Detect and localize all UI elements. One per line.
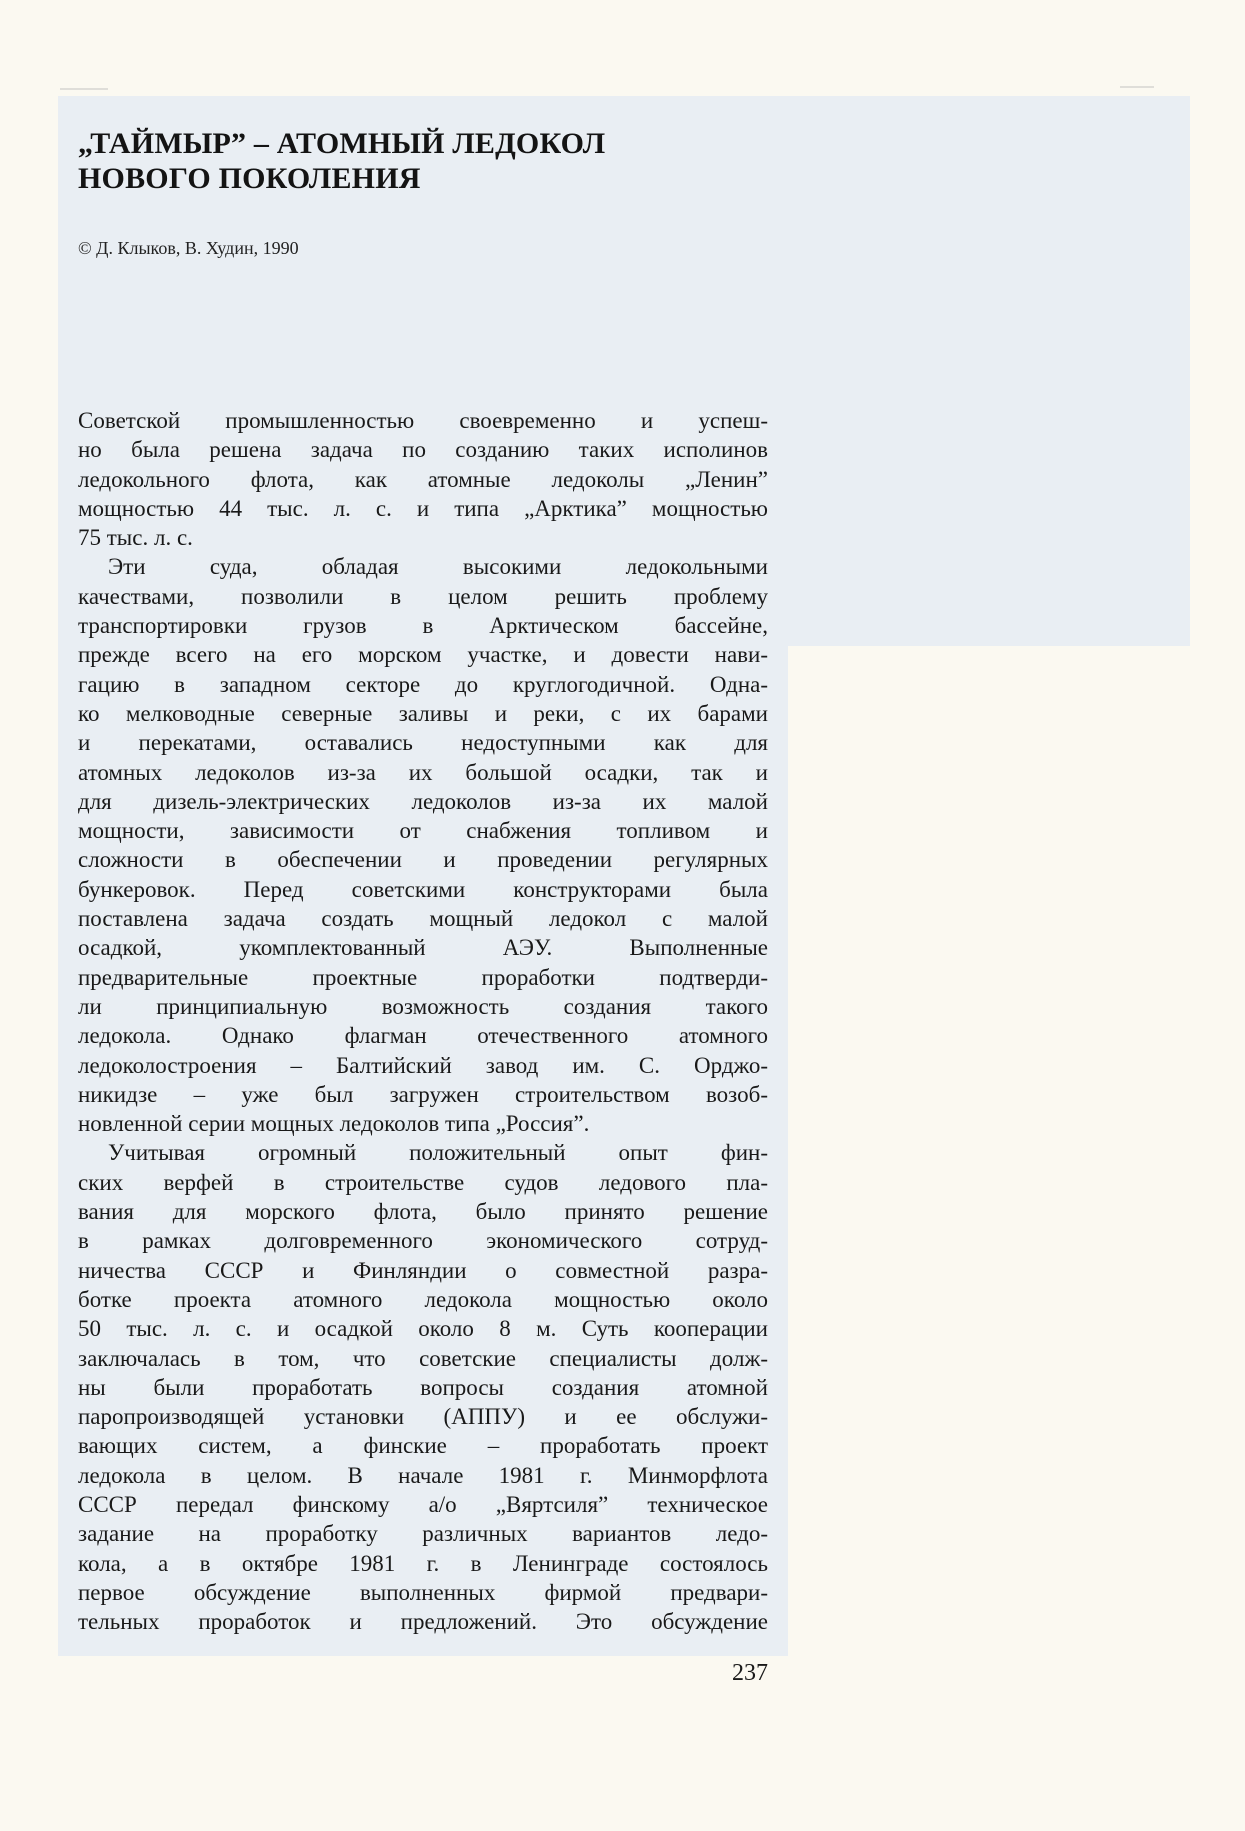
text-line: ских верфей в строительстве судов ледового пла- [78,1169,768,1195]
text-line: ны были проработать вопросы создания атомной [78,1374,768,1400]
text-line: ботке проекта атомного ледокола мощностью около [78,1286,768,1312]
text-line: ледоколостроения – Балтийский завод им. С. Орджо- [78,1052,768,1078]
text-line: и перекатами, оставались недоступными как для [78,730,768,756]
text-line: предварительные проектные проработки подтверди- [78,964,768,990]
text-line: ледокола в целом. В начале 1981 г. Минморфлота [78,1462,768,1488]
text-line: прежде всего на его морском участке, и довести нави- [78,642,768,668]
page-title [78,126,605,196]
text-line: задание на проработку различных вариантов ледо- [78,1521,768,1547]
text-line: ко мелководные северные заливы и реки, с их барами [78,700,768,726]
text-line: новленной серии мощных ледоколов типа „Россия”. [78,1111,590,1137]
page-title-line-2: НОВОГО ПОКОЛЕНИЯ [78,162,421,195]
text-line: бункеровок. Перед советскими конструкторами была [78,876,768,902]
text-line: мощности, зависимости от снабжения топливом и [78,818,768,844]
text-line: первое обсуждение выполненных фирмой предвари- [78,1579,768,1605]
text-line: для дизель-электрических ледоколов из-за их малой [78,788,768,814]
text-line: 75 тыс. л. с. [78,525,193,551]
text-line: тельных проработок и предложений. Это обсуждение [78,1609,768,1635]
scan-artifact [60,88,108,90]
text-line: никидзе – уже был загружен строительством возоб- [78,1081,768,1107]
text-line: сложности в обеспечении и проведении регулярных [78,847,768,873]
text-line: вающих систем, а финские – проработать проект [78,1433,768,1459]
text-line: мощностью 44 тыс. л. с. и типа „Арктика” мощностью [78,495,768,521]
copyright-line: © Д. Клыков, В. Худин, 1990 [78,238,299,258]
text-line: Советской промышленностью своевременно и успеш- [78,408,768,433]
text-line: ледокола. Однако флагман отечественного атомного [78,1023,768,1049]
text-line: вания для морского флота, было принято решение [78,1199,768,1225]
text-line: ли принципиальную возможность создания такого [78,993,768,1019]
text-line: 50 тыс. л. с. и осадкой около 8 м. Суть кооперации [78,1316,768,1342]
text-line: Учитывая огромный положительный опыт фин- [108,1140,768,1166]
text-line: кола, а в октябре 1981 г. в Ленинграде состоялось [78,1550,768,1576]
text-line: поставлена задача создать мощный ледокол с малой [78,906,768,932]
text-line: в рамках долговременного экономического сотруд- [78,1228,768,1254]
text-line: гацию в западном секторе до круглогодичной. Одна- [78,671,768,697]
text-line: транспортировки грузов в Арктическом бассейне, [78,613,768,639]
page-title-line-1: „ТАЙМЫР” – АТОМНЫЙ ЛЕДОКОЛ [78,127,606,160]
text-line: заключалась в том, что советские специалисты долж- [78,1345,768,1371]
text-line: Эти суда, обладая высокими ледокольными [108,554,768,580]
text-line: СССР передал финскому а/о „Вяртсиля” техническое [78,1491,768,1517]
page-number: 237 [732,1660,768,1686]
scan-artifact [1120,86,1154,88]
text-line: ледокольного флота, как атомные ледоколы „Ленин” [78,466,768,492]
text-line: ничества СССР и Финляндии о совместной разра- [78,1257,768,1283]
text-line: атомных ледоколов из-за их большой осадки, так и [78,759,768,785]
text-line: осадкой, укомплектованный АЭУ. Выполненные [78,935,768,961]
article-body [78,406,768,1636]
text-line: но была решена задача по созданию таких исполинов [78,437,768,463]
text-line: качествами, позволили в целом решить проблему [78,583,768,609]
text-line: паропроизводящей установки (АППУ) и ее обслужи- [78,1404,768,1430]
